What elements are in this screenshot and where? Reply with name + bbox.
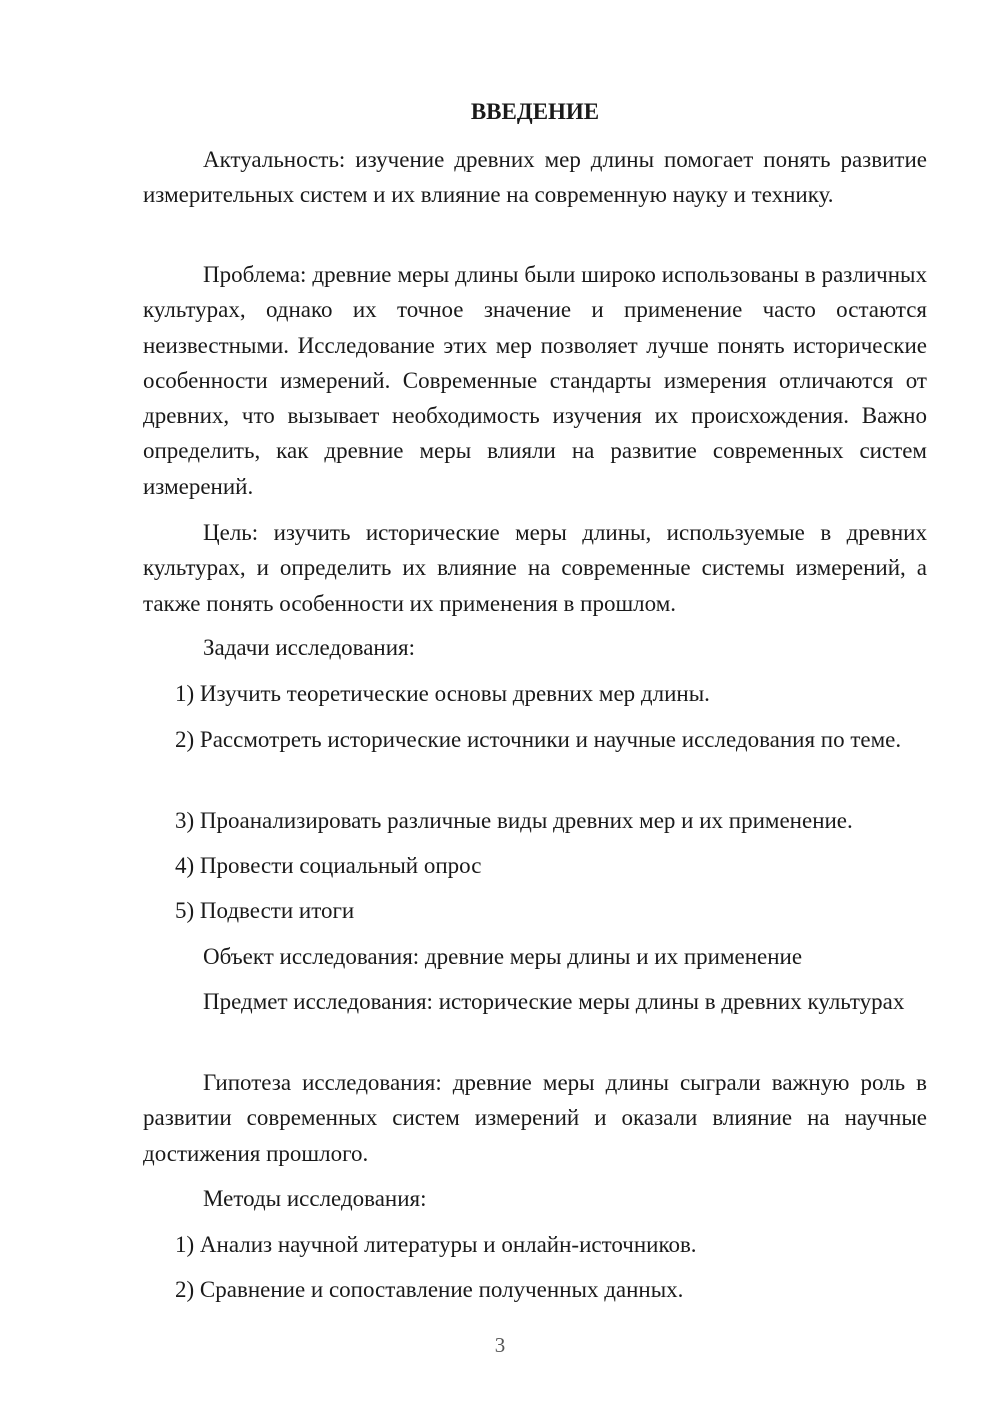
list-item-task-3 <box>143 803 927 838</box>
list-item-text: 2) Сравнение и сопоставление полученных данных. <box>175 1277 684 1302</box>
list-item-text: 1) Изучить теоретические основы древних мер длины. <box>175 681 710 706</box>
paragraph-text: Задачи исследования: <box>203 635 416 660</box>
paragraph-text: Объект исследования: древние меры длины и их применение <box>203 944 803 969</box>
page-heading: ВВЕДЕНИЕ <box>470 99 600 124</box>
paragraph-text: Цель: изучить исторические меры длины, используемые в древних культурах, и определить их влияние на современные системы измерений, а также понять особенности их применения в прошлом. <box>143 520 927 616</box>
list-item-task-5 <box>143 893 927 928</box>
paragraph-methods-heading <box>143 1181 927 1216</box>
paragraph-relevance <box>143 142 927 213</box>
list-item-task-2 <box>143 722 927 757</box>
list-item-task-4 <box>143 848 927 883</box>
list-item-method-2 <box>143 1272 927 1307</box>
list-item-text: 1) Анализ научной литературы и онлайн-источников. <box>175 1232 697 1257</box>
paragraph-object <box>143 939 927 974</box>
list-item-method-1 <box>143 1227 927 1262</box>
paragraph-text: Актуальность: изучение древних мер длины помогает понять развитие измерительных систем и их влияние на современную науку и технику. <box>143 147 927 208</box>
list-item-text: 3) Проанализировать различные виды древних мер и их применение. <box>175 808 853 833</box>
list-item-text: 5) Подвести итоги <box>175 898 355 923</box>
paragraph-subject <box>143 984 927 1019</box>
list-item-text: 4) Провести социальный опрос <box>175 853 482 878</box>
paragraph-goal <box>143 515 927 621</box>
paragraph-text: Проблема: древние меры длины были широко использованы в различных культурах, однако их точное значение и применение часто остаются неизвестными. Исследование этих мер позволяет лучше понять исторические особенности измерений. Современные стандарты измерения отличаются от древних, что вызывает необходимость изучения их происхождения. Важно определить, как древние меры влияли на развитие современных систем измерений. <box>143 262 927 499</box>
paragraph-hypothesis <box>143 1065 927 1171</box>
list-item-text: 2) Рассмотреть исторические источники и научные исследования по теме. <box>175 727 902 752</box>
page-number: 3 <box>494 1333 506 1357</box>
paragraph-text: Предмет исследования: исторические меры длины в древних культурах <box>203 989 905 1014</box>
list-item-task-1 <box>143 676 927 711</box>
paragraph-text: Методы исследования: <box>203 1186 427 1211</box>
paragraph-text: Гипотеза исследования: древние меры длины сыграли важную роль в развитии современных систем измерений и оказали влияние на научные достижения прошлого. <box>143 1070 927 1166</box>
paragraph-problem <box>143 257 927 504</box>
paragraph-tasks-heading <box>143 630 927 665</box>
